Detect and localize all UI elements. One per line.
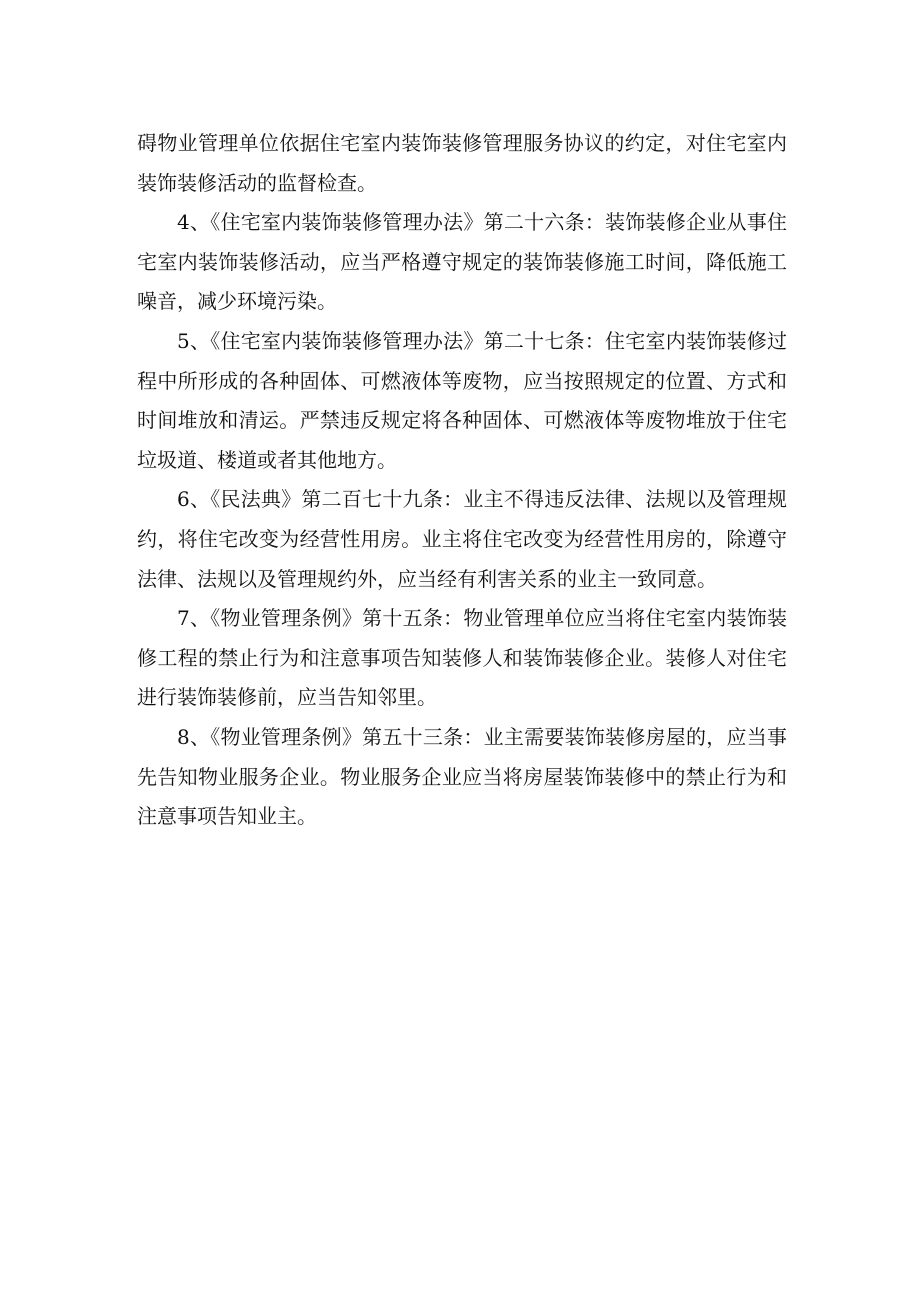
- paragraph-article-7: 7、《物业管理条例》第十五条：物业管理单位应当将住宅室内装饰装修工程的禁止行为和注意事项告知装修人和装饰装修企业。装修人对住宅进行装饰装修前，应当告知邻里。: [137, 606, 787, 710]
- paragraph-article-6: 6、《民法典》第二百七十九条：业主不得违反法律、法规以及管理规约，将住宅改变为经营性用房。业主将住宅改变为经营性用房的，除遵守法律、法规以及管理规约外，应当经有利害关系的业主一致同意。: [137, 487, 787, 591]
- paragraph-continuation: 碍物业管理单位依据住宅室内装饰装修管理服务协议的约定，对住宅室内装饰装修活动的监督检查。: [137, 131, 787, 195]
- paragraph-article-4: 4、《住宅室内装饰装修管理办法》第二十六条：装饰装修企业从事住宅室内装饰装修活动，应当严格遵守规定的装饰装修施工时间，降低施工噪音，减少环境污染。: [137, 210, 787, 314]
- paragraph-article-5: 5、《住宅室内装饰装修管理办法》第二十七条：住宅室内装饰装修过程中所形成的各种固体、可燃液体等废物，应当按照规定的位置、方式和时间堆放和清运。严禁违反规定将各种固体、可燃液体等废物堆放于住宅垃圾道、楼道或者其他地方。: [137, 328, 787, 472]
- document-body: [137, 124, 787, 837]
- paragraph-article-8: 8、《物业管理条例》第五十三条：业主需要装饰装修房屋的，应当事先告知物业服务企业。物业服务企业应当将房屋装饰装修中的禁止行为和注意事项告知业主。: [137, 724, 787, 829]
